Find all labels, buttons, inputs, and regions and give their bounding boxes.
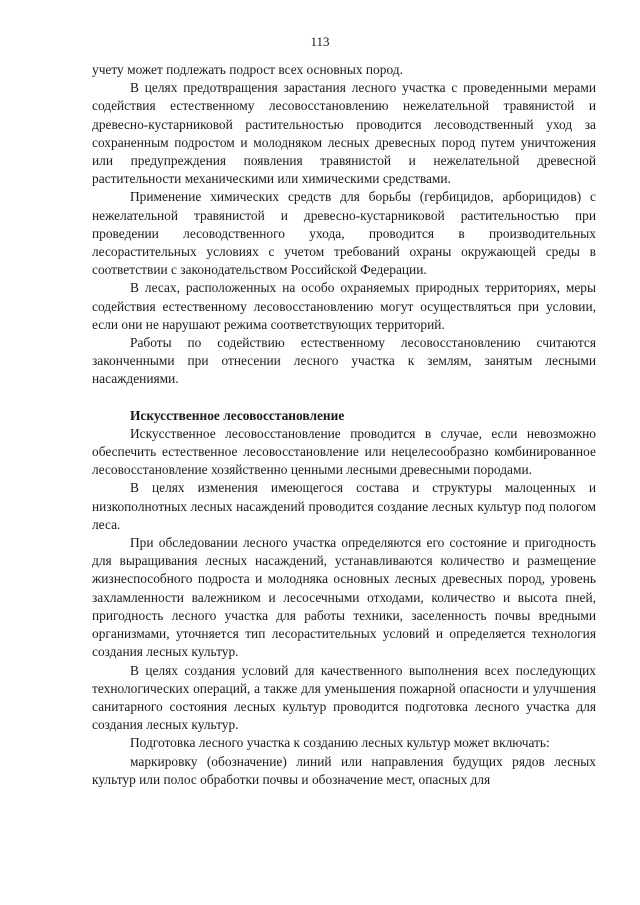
paragraph: В целях изменения имеющегося состава и структуры малоценных и низкополнотных лесных насаждений проводится создание лесных культур под пологом леса. [92,480,596,532]
paragraph: В лесах, расположенных на особо охраняемых природных территориях, меры содействия естественному лесовосстановлению могут осуществляться при условии, если они не нарушают режима соответствующих территорий. [92,280,596,332]
paragraph: Искусственное лесовосстановление проводится в случае, если невозможно обеспечить естественное лесовосстановление или нецелесообразно комбинированное лесовосстановление хозяйственно ценными лесными древесными породами. [92,425,596,478]
page-body [92,61,596,789]
paragraph: Работы по содействию естественному лесовосстановлению считаются законченными при отнесении лесного участка к землям, занятым лесными насаждениями. [92,335,596,387]
paragraph: В целях предотвращения зарастания лесного участка с проведенными мерами содействия естественному лесовосстановлению нежелательной травянистой и древесно-кустарниковой растительностью проводится лесоводственный уход за сохраненным подростом и молодняком лесных древесных пород путем уничтожения или предупреждения появления травянистой и нежелательной древесной растительности механическими или химическими средствами. [92,80,596,187]
page-number: 113 [310,34,330,49]
paragraph: В целях создания условий для качественного выполнения всех последующих технологических операций, а также для уменьшения пожарной опасности и улучшения санитарного состояния лесных культур проводится подготовка лесного участка для создания лесных культур. [92,662,596,733]
paragraph: Применение химических средств для борьбы (гербицидов, арборицидов) с нежелательной травянистой и древесно-кустарниковой растительностью при проведении лесоводственного ухода, проводится в производительных лесорастительных условиях с учетом требований охраны окружающей среды в соответствии с законодательством Российской Федерации. [92,189,596,278]
paragraph: Подготовка лесного участка к созданию лесных культур может включать: [130,735,550,751]
paragraph: маркировку (обозначение) линий или направления будущих рядов лесных культур или полос обработки почвы и обозначение мест, опасных для [92,753,596,787]
paragraph: При обследовании лесного участка определяются его состояние и пригодность для выращивания лесных насаждений, устанавливаются количество и размещение жизнеспособного подроста и молодняка основных лесных древесных пород, уровень захламленности валежником и лесосечными отходами, количество и высота пней, пригодность лесного участка для работы техники, заселенность почвы вредными организмами, уточняется тип лесорастительных условий и определяется технология создания лесных культур. [92,535,596,660]
section-heading: Искусственное лесовосстановление [130,407,345,423]
paragraph: учету может подлежать подрост всех основных пород. [92,62,403,77]
